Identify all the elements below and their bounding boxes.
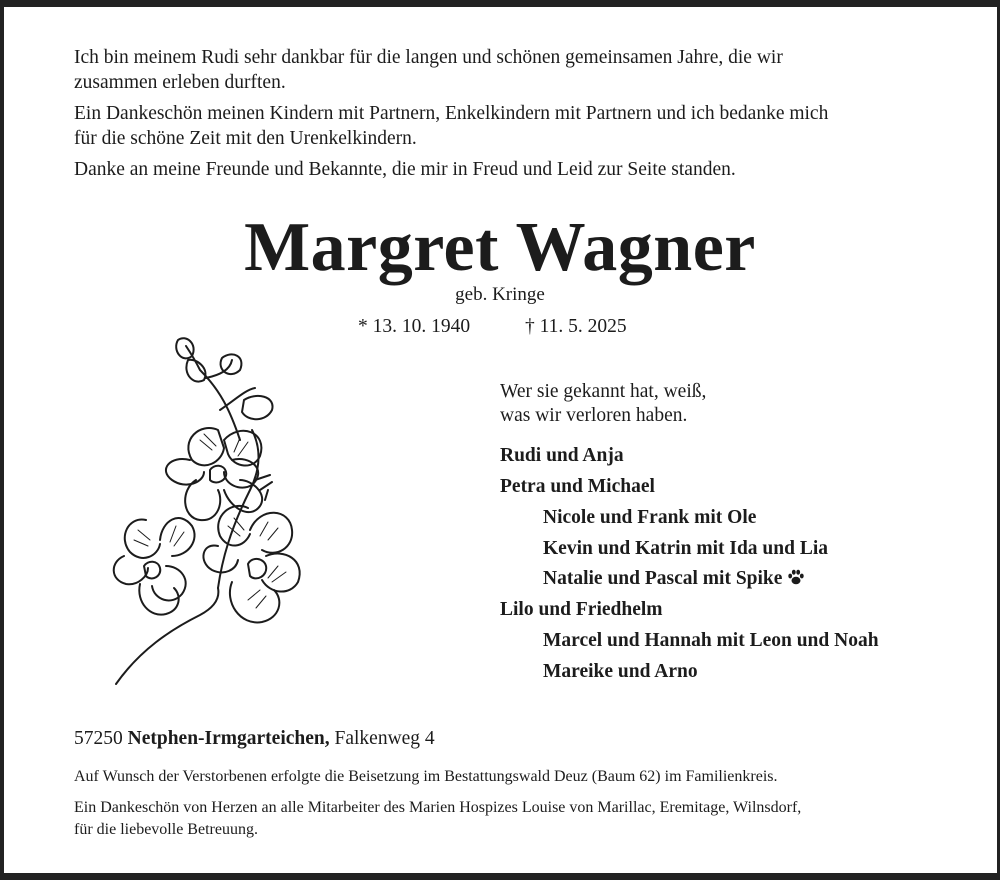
deceased-name: Margret Wagner bbox=[244, 209, 756, 286]
burial-note: Auf Wunsch der Verstorbenen erfolgte die Beisetzung im Bestattungswald Deuz (Baum 62) im Familienkreis. bbox=[74, 768, 778, 785]
thanks-line-b: für die liebevolle Betreuung. bbox=[74, 821, 258, 838]
paw-print-icon bbox=[787, 568, 805, 586]
mourner-5-row bbox=[543, 568, 805, 590]
intro-line-2b: für die schöne Zeit mit den Urenkelkindern. bbox=[74, 128, 417, 149]
intro-paragraph-1 bbox=[74, 45, 926, 95]
mourner-2: Petra und Michael bbox=[500, 476, 655, 497]
mourner-5: Natalie und Pascal mit Spike bbox=[543, 568, 783, 589]
mourner-8: Mareike und Arno bbox=[543, 661, 698, 682]
intro-line-1a: Ich bin meinem Rudi sehr dankbar für die langen und schönen gemeinsamen Jahre, die wir bbox=[74, 47, 783, 68]
thanks-note bbox=[74, 797, 926, 841]
mourner-3: Nicole und Frank mit Ole bbox=[543, 507, 757, 528]
birth-name: geb. Kringe bbox=[455, 284, 545, 305]
mourner-6: Lilo und Friedhelm bbox=[500, 599, 663, 620]
intro-paragraph-3: Danke an meine Freunde und Bekannte, die mir in Freud und Leid zur Seite standen. bbox=[74, 159, 736, 180]
thanks-line-a: Ein Dankeschön von Herzen an alle Mitarbeiter des Marien Hospizes Louise von Marillac, Eremitage, Wilnsdorf, bbox=[74, 799, 802, 816]
orchid-drawing-icon bbox=[100, 330, 340, 690]
address-city: Netphen-Irmgarteichen, bbox=[127, 728, 330, 749]
mourner-7: Marcel und Hannah mit Leon und Noah bbox=[543, 630, 879, 651]
quote-line-2: was wir verloren haben. bbox=[500, 405, 688, 426]
address bbox=[74, 728, 435, 750]
intro-line-2a: Ein Dankeschön meinen Kindern mit Partnern, Enkelkindern mit Partnern und ich bedanke mich bbox=[74, 103, 829, 124]
address-street: Falkenweg 4 bbox=[334, 728, 435, 749]
intro-paragraph-2 bbox=[74, 101, 926, 151]
quote-line-1: Wer sie gekannt hat, weiß, bbox=[500, 381, 707, 402]
mourner-1: Rudi und Anja bbox=[500, 445, 624, 466]
birth-date: * 13. 10. 1940 bbox=[358, 316, 471, 337]
mourner-4: Kevin und Katrin mit Ida und Lia bbox=[543, 538, 828, 559]
death-date: † 11. 5. 2025 bbox=[525, 316, 627, 337]
intro-line-1b: zusammen erleben durften. bbox=[74, 72, 286, 93]
address-zip: 57250 bbox=[74, 728, 123, 749]
